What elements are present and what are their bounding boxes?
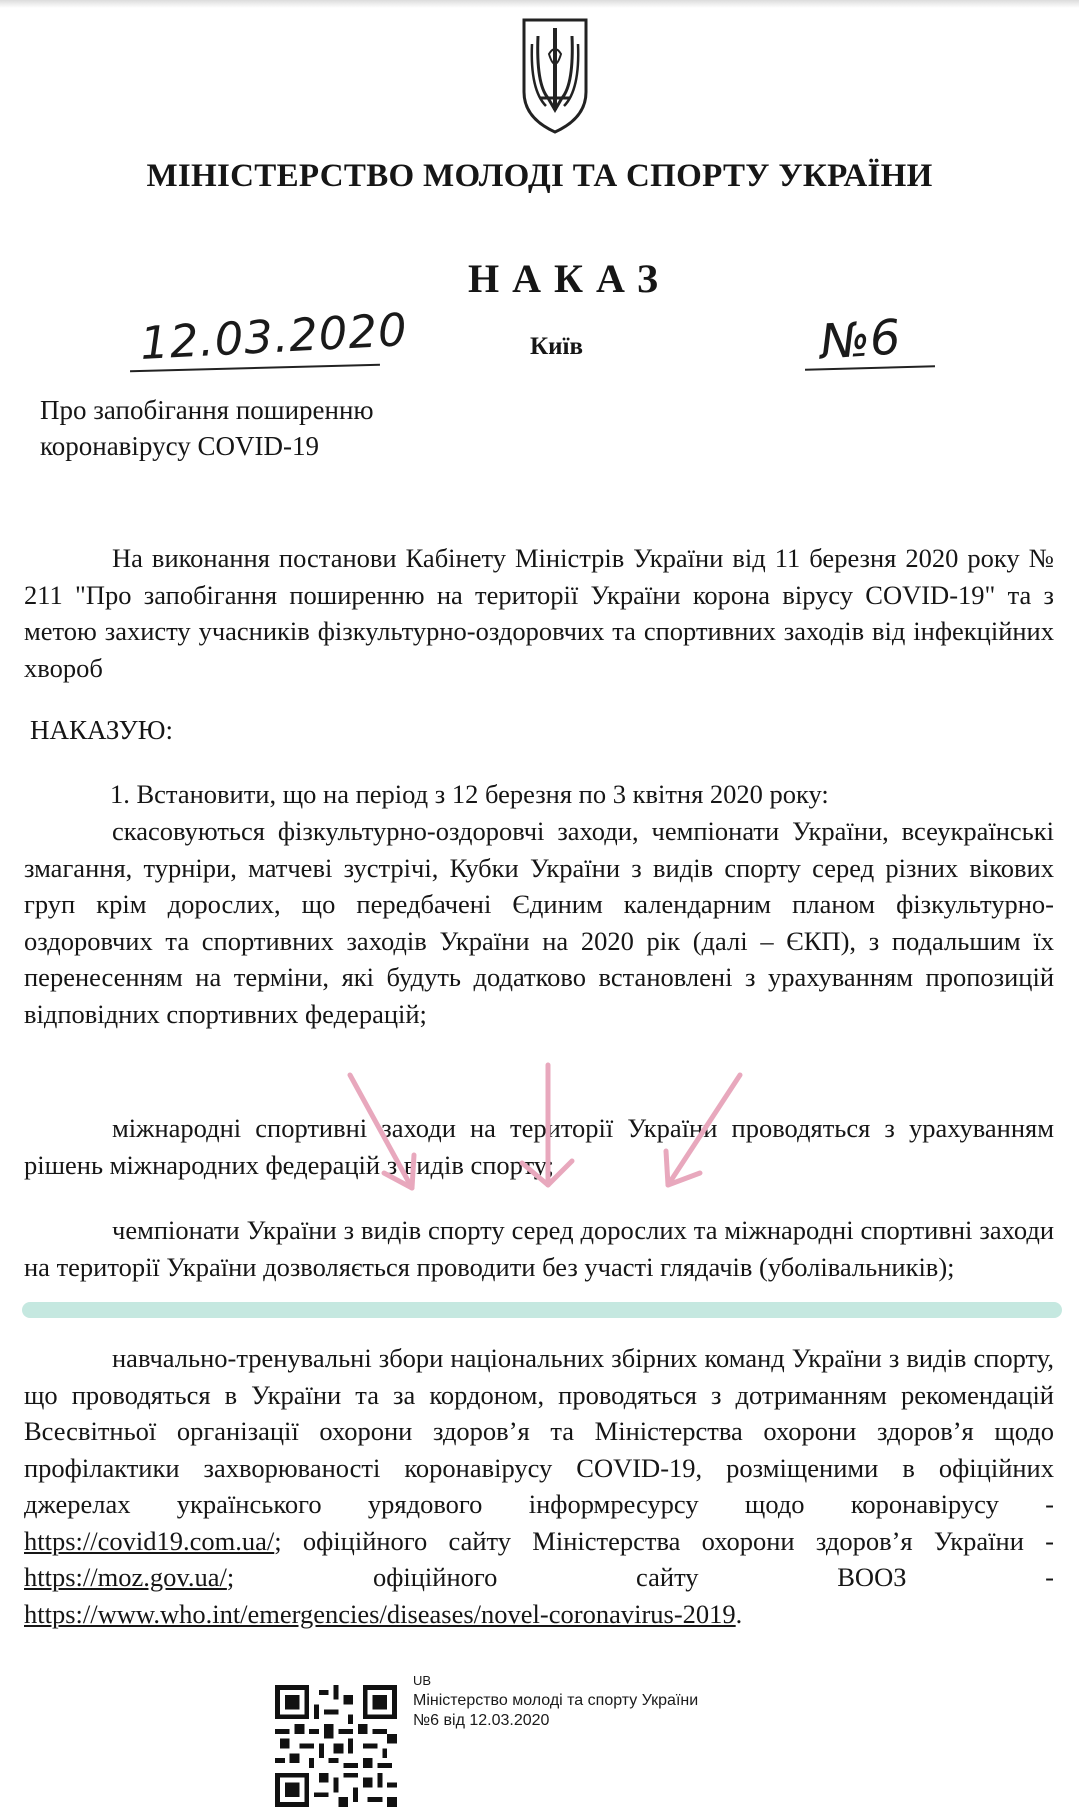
item1-p4-mid: ; офіційного сайту Міністерства охорони здоров’я України - xyxy=(274,1525,1054,1556)
preamble-text: На виконання постанови Кабінету Міністрів України від 11 березня 2020 року № 211 "Про запобігання поширенню на території України корона вірусу COVID-19" та з метою захисту учасників фізкультурно-оздоровчих та спортивних заходів від інфекційних хвороб xyxy=(24,543,1054,683)
subject-line-2: коронавірусу COVID-19 xyxy=(40,431,319,461)
qr-code xyxy=(275,1685,397,1807)
item1-p2-text: міжнародні спортивні заходи на території України проводяться з урахуванням рішень міжнародних федерацій з видів спорту; xyxy=(24,1113,1054,1180)
moz-link[interactable]: https://moz.gov.ua/ xyxy=(24,1562,227,1592)
item1-p4-end: . xyxy=(735,1598,743,1629)
item1-p4-text: навчально-тренувальні збори національних збірних команд України з видів спорту, що проводяться в України та за кордоном, проводяться з дотриманням рекомендацій Всесвітньої організації охорони здоров’я та Міністерства охорони здоров’я щодо профілактики захворюваності коронавірусу COVID-19, розміщеними в офіційних джерелах українського урядового інформресурсу щодо коронавірусу - xyxy=(24,1343,1054,1519)
stamp-organization: Міністерство молоді та спорту України xyxy=(413,1692,699,1709)
stamp-reference: №6 від 12.03.2020 xyxy=(413,1712,550,1729)
top-edge-fade xyxy=(0,0,1079,8)
item1-p3-text: чемпіонати України з видів спорту серед дорослих та міжнародні спортивні заходи на території України дозволяється проводити без участі глядачів (уболівальників); xyxy=(24,1215,1054,1282)
who-link[interactable]: https://www.who.int/emergencies/diseases/novel-coronavirus-2019 xyxy=(24,1598,736,1629)
highlight-stroke xyxy=(22,1302,1062,1318)
handwritten-date: 12.03.2020 xyxy=(138,303,409,370)
ministry-title: МІНІСТЕРСТВО МОЛОДІ ТА СПОРТУ УКРАЇНИ xyxy=(146,158,933,194)
coat-of-arms-emblem xyxy=(518,14,592,136)
city-label: Київ xyxy=(530,333,583,360)
item1-paragraph-4 xyxy=(24,1340,1054,1632)
document-stamp xyxy=(413,1671,698,1731)
item1-paragraph-2 xyxy=(24,1110,1054,1183)
stamp-code: UB xyxy=(413,1673,432,1688)
item1-p4-mid2: ; офіційного сайту ВООЗ - xyxy=(226,1562,1054,1592)
document-type-title: НАКАЗ xyxy=(467,256,671,301)
item1-paragraph-1 xyxy=(24,813,1054,1032)
item1-paragraph-3 xyxy=(24,1212,1054,1285)
order-subject xyxy=(40,392,374,464)
order-word: НАКАЗУЮ: xyxy=(30,715,174,745)
item1-p1-text: скасовуються фізкультурно-оздоровчі заходи, чемпіонати України, всеукраїнські змагання, турніри, матчеві зустрічі, Кубки України з видів спорту серед різних вікових груп крім дорослих, що передбачені Єдиним календарним планом фізкультурно-оздоровчих та спортивних заходів України на 2020 рік (далі – ЄКП), з подальшим їх перенесенням на терміни, які будуть додатково встановлені з урахуванням пропозицій відповідних спортивних федерацій; xyxy=(24,816,1054,1029)
preamble-paragraph xyxy=(24,540,1054,686)
covid-link[interactable]: https://covid19.com.ua/ xyxy=(24,1525,275,1556)
handwritten-order-number: №6 xyxy=(818,309,903,371)
subject-line-1: Про запобігання поширенню xyxy=(40,395,374,425)
item1-heading: 1. Встановити, що на період з 12 березня по 3 квітня 2020 року: xyxy=(110,779,829,809)
